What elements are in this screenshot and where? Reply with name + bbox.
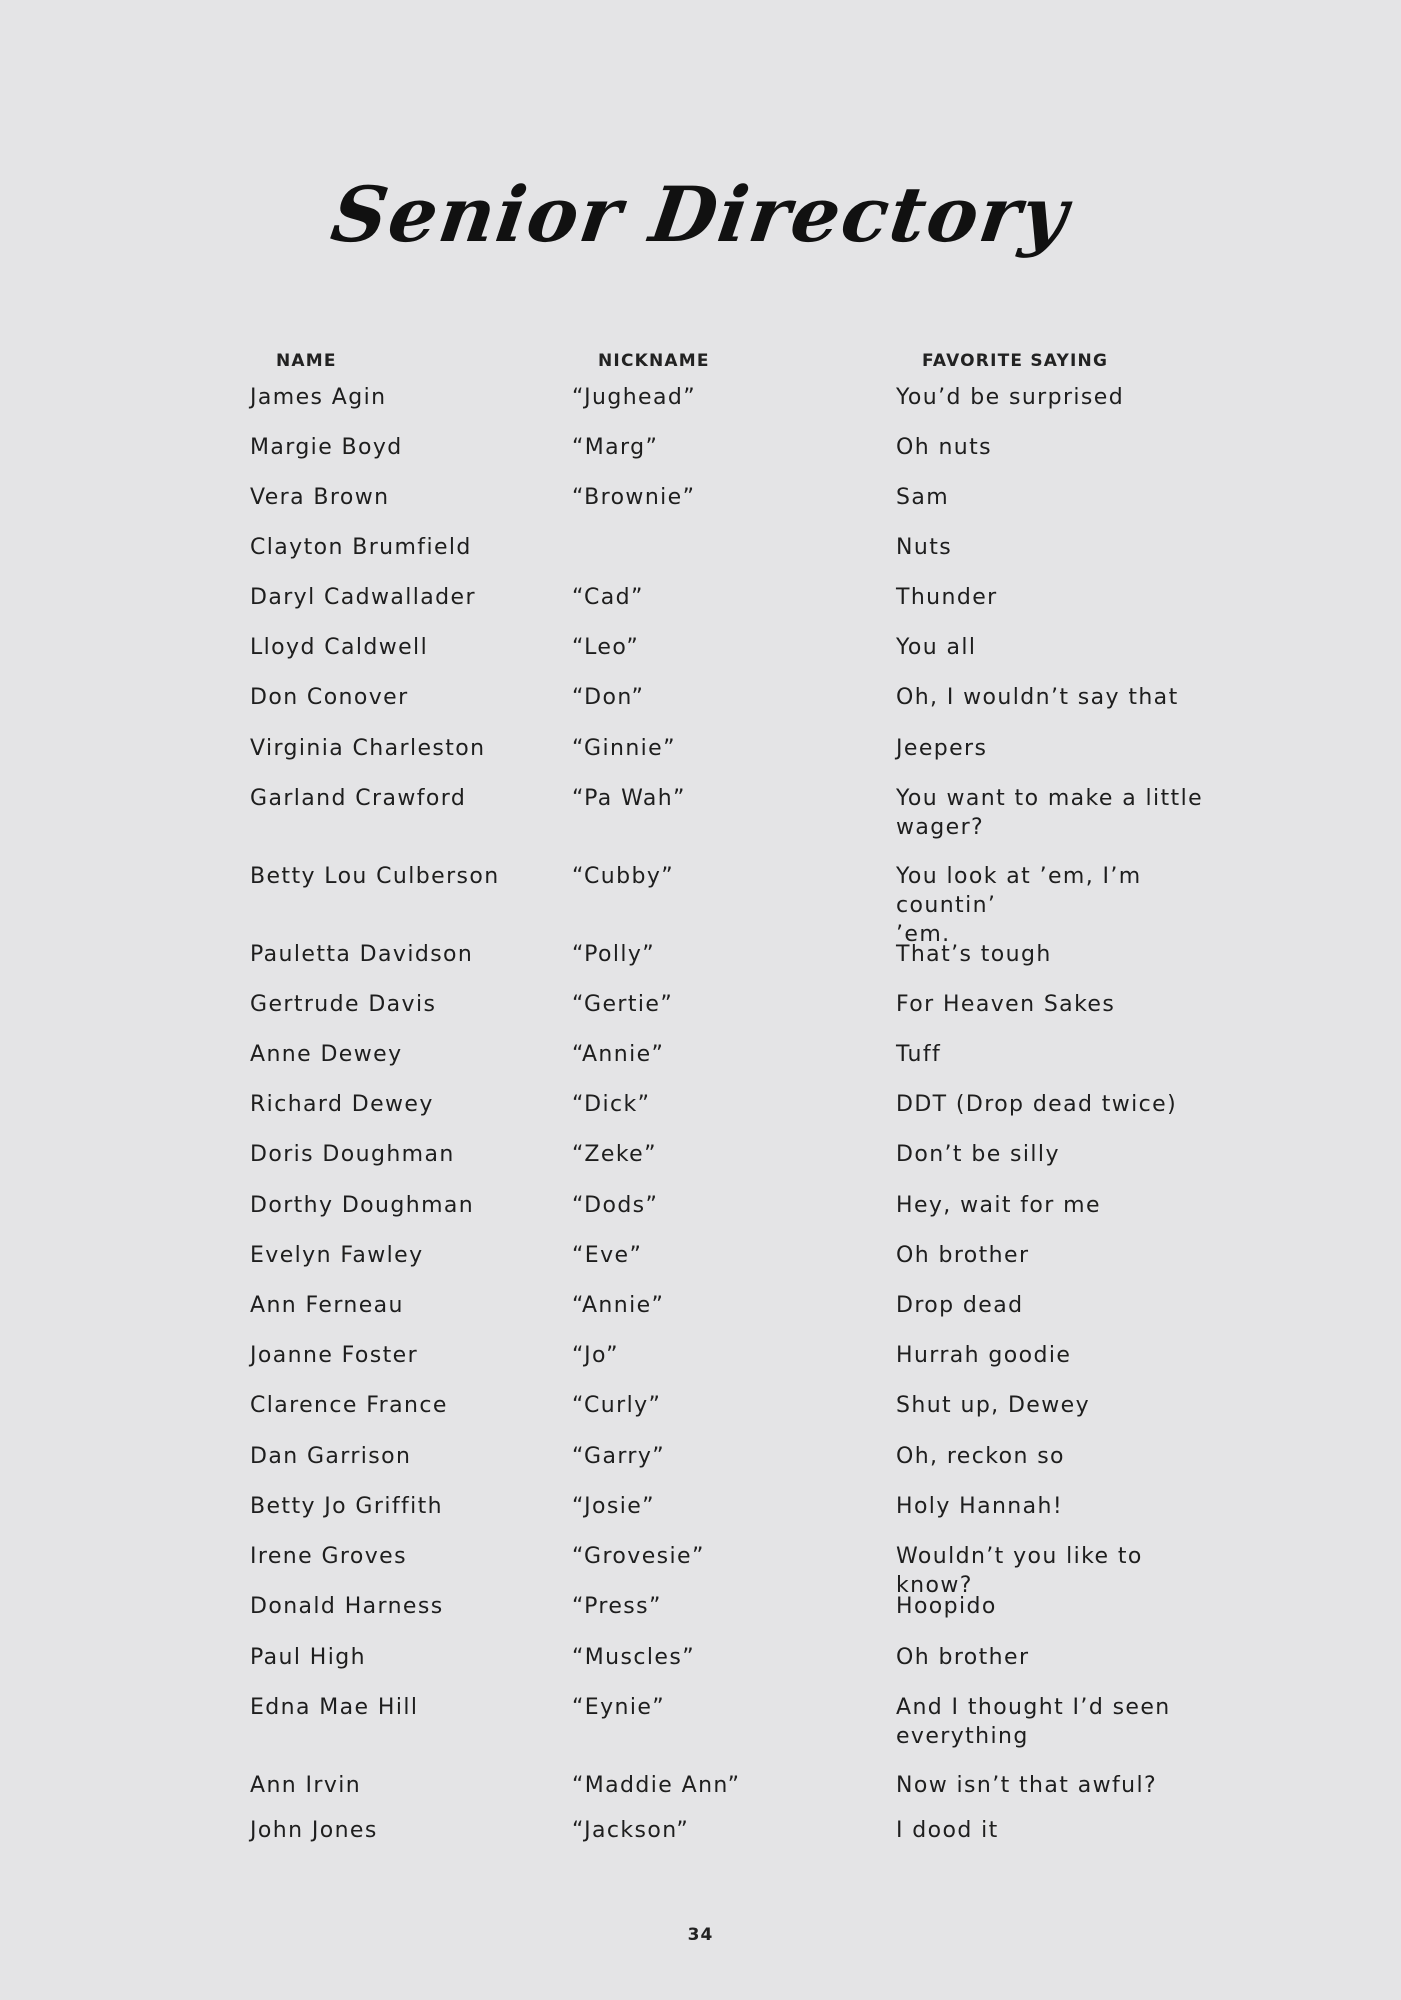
student-nickname: “Leo” (572, 635, 640, 660)
favorite-saying: You look at ’em, I’m countin’ ’em. (896, 864, 1142, 947)
favorite-saying: For Heaven Sakes (896, 992, 1116, 1017)
student-name: Evelyn Fawley (250, 1243, 424, 1268)
student-nickname: “Grovesie” (572, 1544, 705, 1569)
student-nickname: “Cubby” (572, 864, 675, 889)
student-name: Joanne Foster (250, 1343, 419, 1368)
student-nickname: “Pa Wah” (572, 786, 686, 811)
student-name: Donald Harness (250, 1594, 444, 1619)
favorite-saying: I dood it (896, 1818, 999, 1843)
header-favorite-saying: FAVORITE SAYING (922, 351, 1109, 371)
student-nickname: “Gertie” (572, 992, 674, 1017)
student-nickname: “Dick” (572, 1092, 651, 1117)
student-nickname: “Garry” (572, 1444, 666, 1469)
student-nickname: “Eynie” (572, 1695, 666, 1720)
student-name: Dorthy Doughman (250, 1193, 475, 1218)
student-name: Pauletta Davidson (250, 942, 474, 967)
favorite-saying: DDT (Drop dead twice) (896, 1092, 1178, 1117)
favorite-saying: Oh nuts (896, 435, 993, 460)
student-name: Margie Boyd (250, 435, 403, 460)
student-nickname: “Press” (572, 1594, 662, 1619)
student-name: Vera Brown (250, 485, 390, 510)
student-name: John Jones (250, 1818, 378, 1843)
favorite-saying: Drop dead (896, 1293, 1024, 1318)
header-name: NAME (276, 351, 337, 371)
student-name: Richard Dewey (250, 1092, 434, 1117)
student-nickname: “Zeke” (572, 1142, 657, 1167)
student-nickname: “Dods” (572, 1193, 659, 1218)
student-name: Virginia Charleston (250, 736, 486, 761)
favorite-saying: Oh brother (896, 1645, 1030, 1670)
student-name: Doris Doughman (250, 1142, 455, 1167)
favorite-saying: Hey, wait for me (896, 1193, 1101, 1218)
favorite-saying: And I thought I’d seen everything (896, 1695, 1171, 1749)
student-name: Irene Groves (250, 1544, 407, 1569)
favorite-saying: Nuts (896, 535, 953, 560)
favorite-saying: You all (896, 635, 977, 660)
student-nickname: “Jackson” (572, 1818, 690, 1843)
student-nickname: “Polly” (572, 942, 656, 967)
student-name: Clarence France (250, 1393, 448, 1418)
student-nickname: “Eve” (572, 1243, 643, 1268)
page-number: 34 (687, 1925, 714, 1945)
student-name: Ann Ferneau (250, 1293, 404, 1318)
favorite-saying: You’d be surprised (896, 385, 1125, 410)
student-name: Anne Dewey (250, 1042, 403, 1067)
student-name: Gertrude Davis (250, 992, 437, 1017)
student-nickname: “Jughead” (572, 385, 697, 410)
favorite-saying: You want to make a little wager? (896, 786, 1204, 840)
student-name: Paul High (250, 1645, 366, 1670)
favorite-saying: Hurrah goodie (896, 1343, 1072, 1368)
student-name: Dan Garrison (250, 1444, 412, 1469)
favorite-saying: Oh brother (896, 1243, 1030, 1268)
favorite-saying: Oh, I wouldn’t say that (896, 685, 1179, 710)
student-nickname: “Annie” (572, 1042, 665, 1067)
student-nickname: “Marg” (572, 435, 659, 460)
student-nickname: “Jo” (572, 1343, 619, 1368)
favorite-saying: Now isn’t that awful? (896, 1773, 1158, 1798)
favorite-saying: That’s tough (896, 942, 1052, 967)
favorite-saying: Oh, reckon so (896, 1444, 1065, 1469)
student-nickname: “Josie” (572, 1494, 655, 1519)
student-nickname: “Ginnie” (572, 736, 676, 761)
student-nickname: “Curly” (572, 1393, 662, 1418)
student-nickname: “Don” (572, 685, 645, 710)
favorite-saying: Shut up, Dewey (896, 1393, 1090, 1418)
favorite-saying: Sam (896, 485, 950, 510)
favorite-saying: Wouldn’t you like to know? (896, 1544, 1143, 1598)
student-name: Lloyd Caldwell (250, 635, 429, 660)
favorite-saying: Tuff (896, 1042, 942, 1067)
page-title: Senior Directory (326, 170, 1075, 259)
student-name: Don Conover (250, 685, 409, 710)
favorite-saying: Jeepers (896, 736, 988, 761)
student-name: James Agin (250, 385, 387, 410)
student-nickname: “Muscles” (572, 1645, 695, 1670)
column-headers (0, 351, 1401, 375)
student-name: Edna Mae Hill (250, 1695, 419, 1720)
student-nickname: “Brownie” (572, 485, 696, 510)
student-nickname: “Annie” (572, 1293, 665, 1318)
student-nickname: “Cad” (572, 585, 644, 610)
favorite-saying: Thunder (896, 585, 998, 610)
favorite-saying: Don’t be silly (896, 1142, 1060, 1167)
student-name: Garland Crawford (250, 786, 467, 811)
student-name: Clayton Brumfield (250, 535, 472, 560)
header-nickname: NICKNAME (598, 351, 710, 371)
student-name: Daryl Cadwallader (250, 585, 476, 610)
favorite-saying: Hoopido (896, 1594, 997, 1619)
student-name: Ann Irvin (250, 1773, 362, 1798)
student-nickname: “Maddie Ann” (572, 1773, 741, 1798)
student-name: Betty Lou Culberson (250, 864, 500, 889)
student-name: Betty Jo Griffith (250, 1494, 444, 1519)
favorite-saying: Holy Hannah! (896, 1494, 1064, 1519)
